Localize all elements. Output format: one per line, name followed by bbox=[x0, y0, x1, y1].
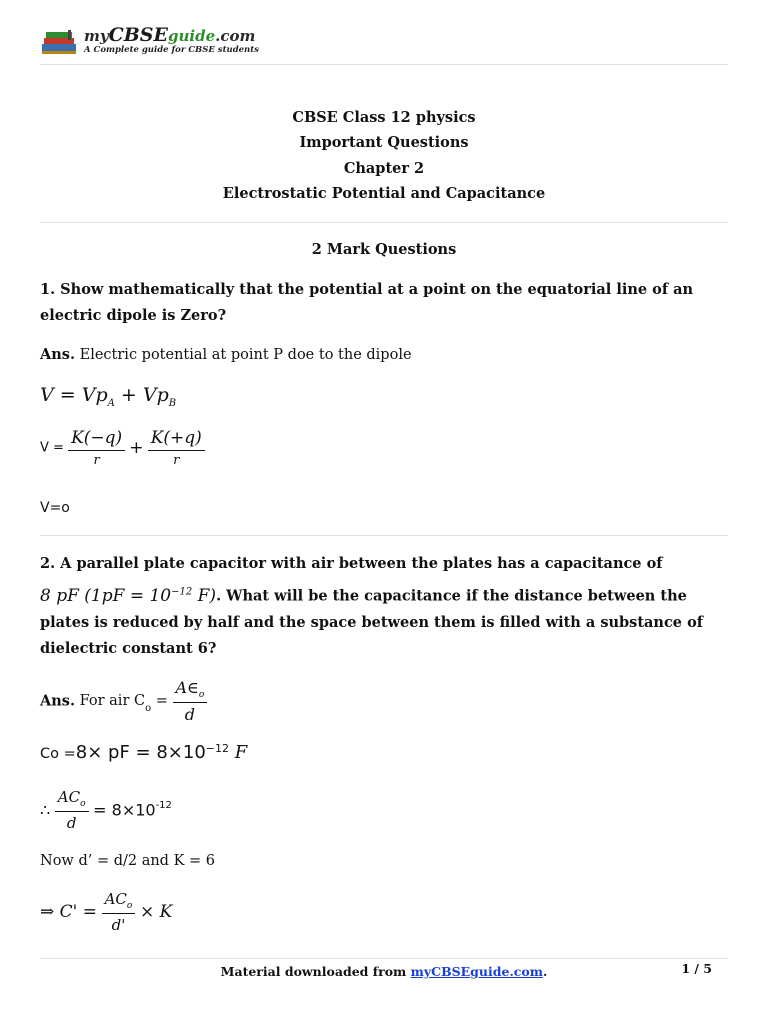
capacitance-expression: 8 pF ($1pF = 10^{-12}$ F) bbox=[40, 585, 217, 606]
answer-2-therefore: ∴ $\frac{AC_o}{d}$ = $8\times 10^{-12}$ bbox=[40, 788, 172, 832]
logo-title: myCBSEguide.com bbox=[84, 24, 256, 46]
site-logo bbox=[40, 24, 260, 60]
footer-divider bbox=[40, 958, 728, 959]
answer-2-final: ⇒ C' = $\frac{AC_o}{d'}$ × K bbox=[40, 890, 173, 934]
footer-note: Material downloaded from myCBSEguide.com. bbox=[220, 964, 548, 979]
question-2-line-1: 2. A parallel plate capacitor with air between the plates has a capacitance of bbox=[40, 555, 663, 572]
answer-2-air: Ans. For air $C_o$ = $\frac{A\in_o}{d}$ bbox=[40, 678, 207, 724]
footer-link[interactable]: myCBSEguide.com bbox=[410, 964, 543, 979]
answer-1-result: V=o bbox=[40, 500, 70, 516]
title-line-4: Electrostatic Potential and Capacitance bbox=[222, 185, 546, 202]
equation-v-sum: $V = Vp_A + Vp_B$ bbox=[40, 384, 177, 409]
title-line-3: Chapter 2 bbox=[343, 160, 425, 177]
question-2-line-4: dielectric constant 6? bbox=[40, 640, 217, 657]
title-line-1: CBSE Class 12 physics bbox=[292, 109, 476, 126]
logo-tagline: A Complete guide for CBSE students bbox=[84, 45, 259, 55]
section-heading: 2 Mark Questions bbox=[311, 241, 457, 258]
equation-v-fraction: V = $\frac{K(-q)}{r}$ + $\frac{K(+q)}{r}$ bbox=[40, 428, 205, 468]
books-icon bbox=[40, 28, 80, 56]
header-divider bbox=[40, 64, 728, 65]
answer-2-co-value: Co =8× pF = $8\times 10^{-12}$ F bbox=[40, 742, 248, 763]
answer-1-intro: Ans. Electric potential at point P doe to the dipole bbox=[40, 346, 412, 363]
page-number: 1 / 5 bbox=[681, 961, 712, 976]
question-1: 1. Show mathematically that the potential at a point on the equatorial line of an electric dipole is Zero? bbox=[40, 281, 694, 324]
question-divider bbox=[40, 535, 728, 536]
question-2-line-3: plates is reduced by half and the space between them is filled with a substance of bbox=[40, 614, 703, 631]
title-line-2: Important Questions bbox=[299, 134, 469, 151]
answer-2-now: Now d’ = d/2 and K = 6 bbox=[40, 853, 215, 869]
question-2-line-2: 8 pF ($1pF = 10^{-12}$ F). What will be the capacitance if the distance between the bbox=[40, 585, 687, 606]
title-divider bbox=[40, 222, 728, 223]
